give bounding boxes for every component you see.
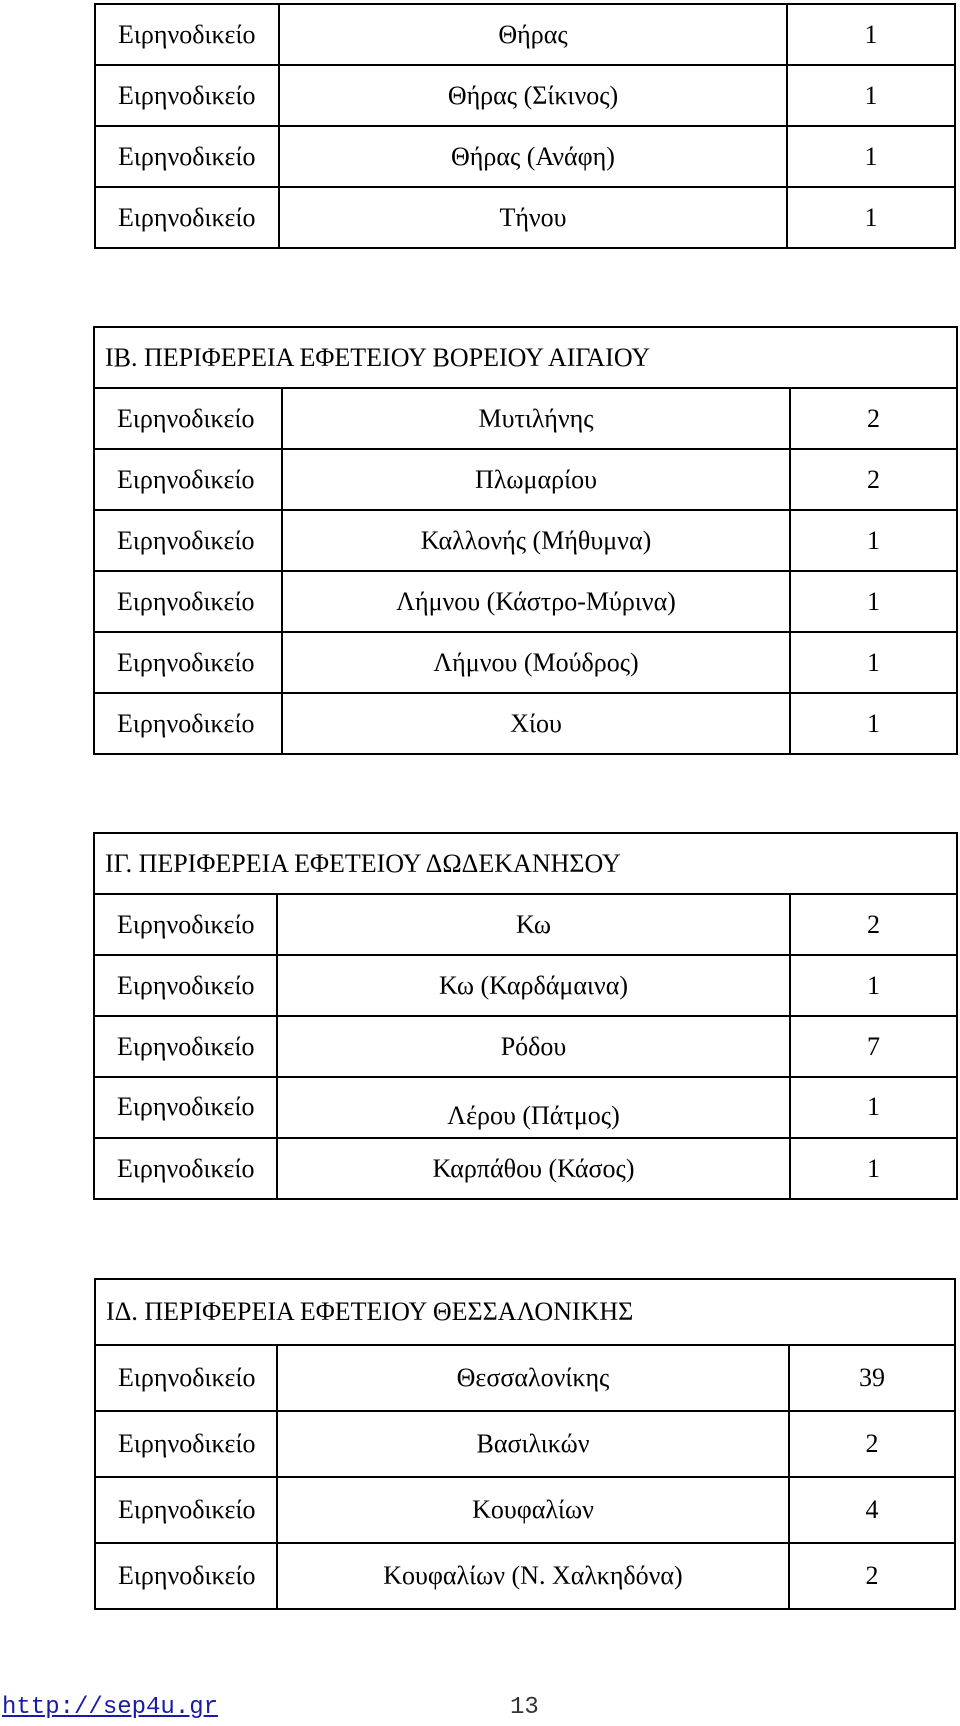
court-type: Ειρηνοδικείο	[95, 126, 279, 187]
court-type: Ειρηνοδικείο	[94, 955, 277, 1016]
court-location: Θήρας (Σίκινος)	[279, 65, 787, 126]
region-heading: ΙΒ. ΠΕΡΙΦΕΡΕΙΑ ΕΦΕΤΕΙΟΥ ΒΟΡΕΙΟΥ ΑΙΓΑΙΟΥ	[94, 327, 957, 388]
court-type: Ειρηνοδικείο	[95, 1477, 277, 1543]
page-number: 13	[510, 1694, 539, 1721]
court-count: 1	[787, 187, 955, 248]
court-count: 1	[790, 571, 957, 632]
table-row	[94, 1138, 957, 1199]
court-location: Μυτιλήνης	[282, 388, 790, 449]
court-location: Κω (Καρδάμαινα)	[277, 955, 790, 1016]
court-count: 4	[789, 1477, 955, 1543]
table-row	[95, 65, 955, 126]
court-type: Ειρηνοδικείο	[95, 1345, 277, 1411]
table-row	[94, 693, 957, 754]
court-count: 1	[790, 1138, 957, 1199]
court-type: Ειρηνοδικείο	[94, 388, 282, 449]
court-type: Ειρηνοδικείο	[94, 632, 282, 693]
table-row	[94, 632, 957, 693]
court-location: Θήρας	[279, 4, 787, 65]
court-location: Κω	[277, 894, 790, 955]
table-row	[95, 1411, 955, 1477]
table-row	[95, 4, 955, 65]
court-count: 2	[789, 1411, 955, 1477]
table-row	[94, 955, 957, 1016]
court-location: Λέρου (Πάτμος)	[277, 1077, 790, 1138]
court-location: Βασιλικών	[277, 1411, 789, 1477]
courts-table-thessaloniki	[94, 1278, 956, 1610]
court-count: 1	[787, 65, 955, 126]
court-location: Πλωμαρίου	[282, 449, 790, 510]
table-row	[94, 388, 957, 449]
region-heading: ΙΓ. ΠΕΡΙΦΕΡΕΙΑ ΕΦΕΤΕΙΟΥ ΔΩΔΕΚΑΝΗΣΟΥ	[94, 833, 957, 894]
courts-table-continued	[94, 3, 956, 249]
court-location: Λήμνου (Μούδρος)	[282, 632, 790, 693]
table-heading-row	[94, 327, 957, 388]
court-location: Τήνου	[279, 187, 787, 248]
court-count: 2	[790, 388, 957, 449]
court-type: Ειρηνοδικείο	[94, 1016, 277, 1077]
table-row	[95, 126, 955, 187]
court-count: 2	[790, 894, 957, 955]
court-count: 1	[790, 693, 957, 754]
court-type: Ειρηνοδικείο	[95, 1411, 277, 1477]
court-type: Ειρηνοδικείο	[95, 1543, 277, 1609]
court-count: 39	[789, 1345, 955, 1411]
court-type: Ειρηνοδικείο	[94, 894, 277, 955]
footer-link[interactable]: http://sep4u.gr	[2, 1694, 219, 1721]
court-count: 1	[790, 510, 957, 571]
court-type: Ειρηνοδικείο	[94, 693, 282, 754]
court-type: Ειρηνοδικείο	[94, 1077, 277, 1138]
court-type: Ειρηνοδικείο	[95, 4, 279, 65]
court-type: Ειρηνοδικείο	[94, 449, 282, 510]
court-location: Θεσσαλονίκης	[277, 1345, 789, 1411]
courts-table-dodecanese	[93, 832, 958, 1200]
court-location: Κουφαλίων	[277, 1477, 789, 1543]
table-heading-row	[94, 833, 957, 894]
court-count: 1	[787, 126, 955, 187]
court-count: 2	[790, 449, 957, 510]
court-type: Ειρηνοδικείο	[94, 510, 282, 571]
court-count: 2	[789, 1543, 955, 1609]
court-location: Λήμνου (Κάστρο-Μύρινα)	[282, 571, 790, 632]
court-count: 1	[787, 4, 955, 65]
court-type: Ειρηνοδικείο	[95, 187, 279, 248]
table-row	[94, 1016, 957, 1077]
court-count: 1	[790, 955, 957, 1016]
court-count: 1	[790, 632, 957, 693]
table-row	[94, 510, 957, 571]
court-location: Καρπάθου (Κάσος)	[277, 1138, 790, 1199]
page-footer	[0, 1694, 960, 1724]
table-row	[95, 1345, 955, 1411]
table-row	[95, 187, 955, 248]
table-row	[94, 449, 957, 510]
table-heading-row	[95, 1279, 955, 1345]
court-location: Χίου	[282, 693, 790, 754]
table-row	[94, 571, 957, 632]
court-type: Ειρηνοδικείο	[94, 1138, 277, 1199]
region-heading: ΙΔ. ΠΕΡΙΦΕΡΕΙΑ ΕΦΕΤΕΙΟΥ ΘΕΣΣΑΛΟΝΙΚΗΣ	[95, 1279, 955, 1345]
court-location: Κουφαλίων (Ν. Χαλκηδόνα)	[277, 1543, 789, 1609]
table-row	[94, 1077, 957, 1138]
court-location: Θήρας (Ανάφη)	[279, 126, 787, 187]
court-location: Ρόδου	[277, 1016, 790, 1077]
court-type: Ειρηνοδικείο	[94, 571, 282, 632]
court-count: 7	[790, 1016, 957, 1077]
table-row	[94, 894, 957, 955]
court-location: Καλλονής (Μήθυμνα)	[282, 510, 790, 571]
table-row	[95, 1477, 955, 1543]
court-type: Ειρηνοδικείο	[95, 65, 279, 126]
court-count: 1	[790, 1077, 957, 1138]
table-row	[95, 1543, 955, 1609]
courts-table-north-aegean	[93, 326, 958, 755]
